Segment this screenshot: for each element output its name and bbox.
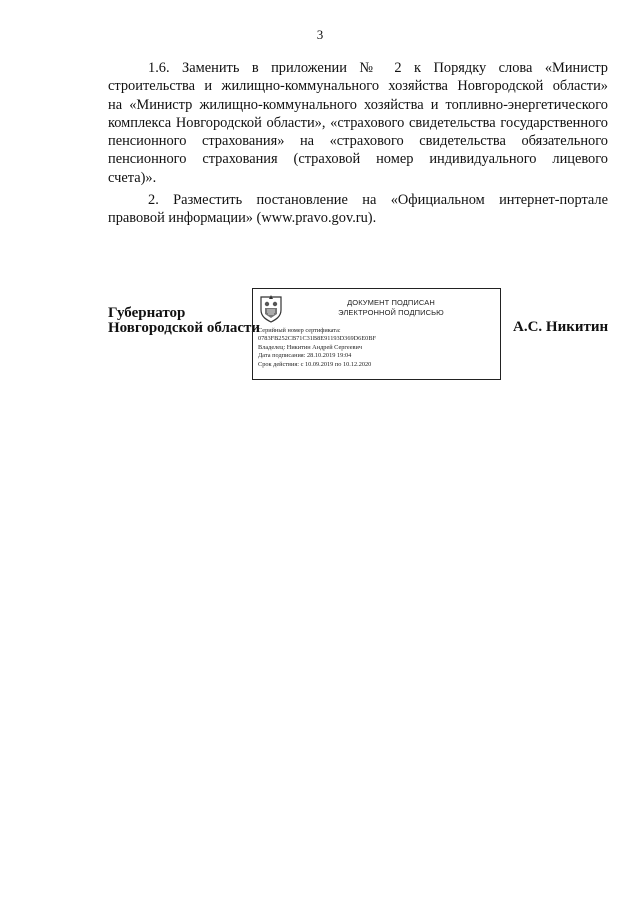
text-line: пенсионного страхования» на «страхового свидетельства обязательного [108,133,608,150]
text-line: 1.6. Заменить в приложении № 2 к Порядку слова «Министр [148,60,608,76]
text-line: комплекса Новгородской области», «страхового свидетельства государственного [108,114,608,131]
signatory-title-line2: Новгородской области [108,320,261,336]
paragraph-1-6 [108,59,608,187]
text-line: правовой информации» (www.pravo.gov.ru). [108,210,377,227]
serial-label: Серийный номер сертификата: [258,327,341,334]
signatory-name: А.С. Никитин [513,319,609,335]
text-line: 2. Разместить постановление на «Официальном интернет-портале [148,192,608,208]
electronic-signature-stamp [252,288,501,380]
validity: Срок действия: с 10.09.2019 по 10.12.2020 [258,360,372,368]
stamp-header [291,298,491,317]
stamp-header-line2: ЭЛЕКТРОННОЙ ПОДПИСЬЮ [338,307,444,317]
serial-value: 0783FB252CB71C31B8E91193D369D6E0BF [258,335,377,343]
stamp-details [258,327,376,369]
stamp-header-line1: ДОКУМЕНТ ПОДПИСАН [347,298,435,307]
owner: Владелец: Никитин Андрей Сергеевич [258,343,363,351]
signed-date: Дата подписания: 28.10.2019 19:04 [258,352,352,360]
paragraph-2 [108,191,608,228]
text-line: строительства и жилищно-коммунального хозяйства Новгородской области» [108,78,608,95]
text-line: на «Министр жилищно-коммунального хозяйства и топливно-энергетического [108,96,608,113]
page-number: 3 [316,27,324,42]
signatory-title-line1: Губернатор [108,305,186,321]
signatory-title [108,306,260,336]
text-line: счета)». [108,169,157,186]
coat-of-arms-icon [258,293,284,323]
text-line: пенсионного страхования (страховой номер индивидуального лицевого [108,151,608,168]
